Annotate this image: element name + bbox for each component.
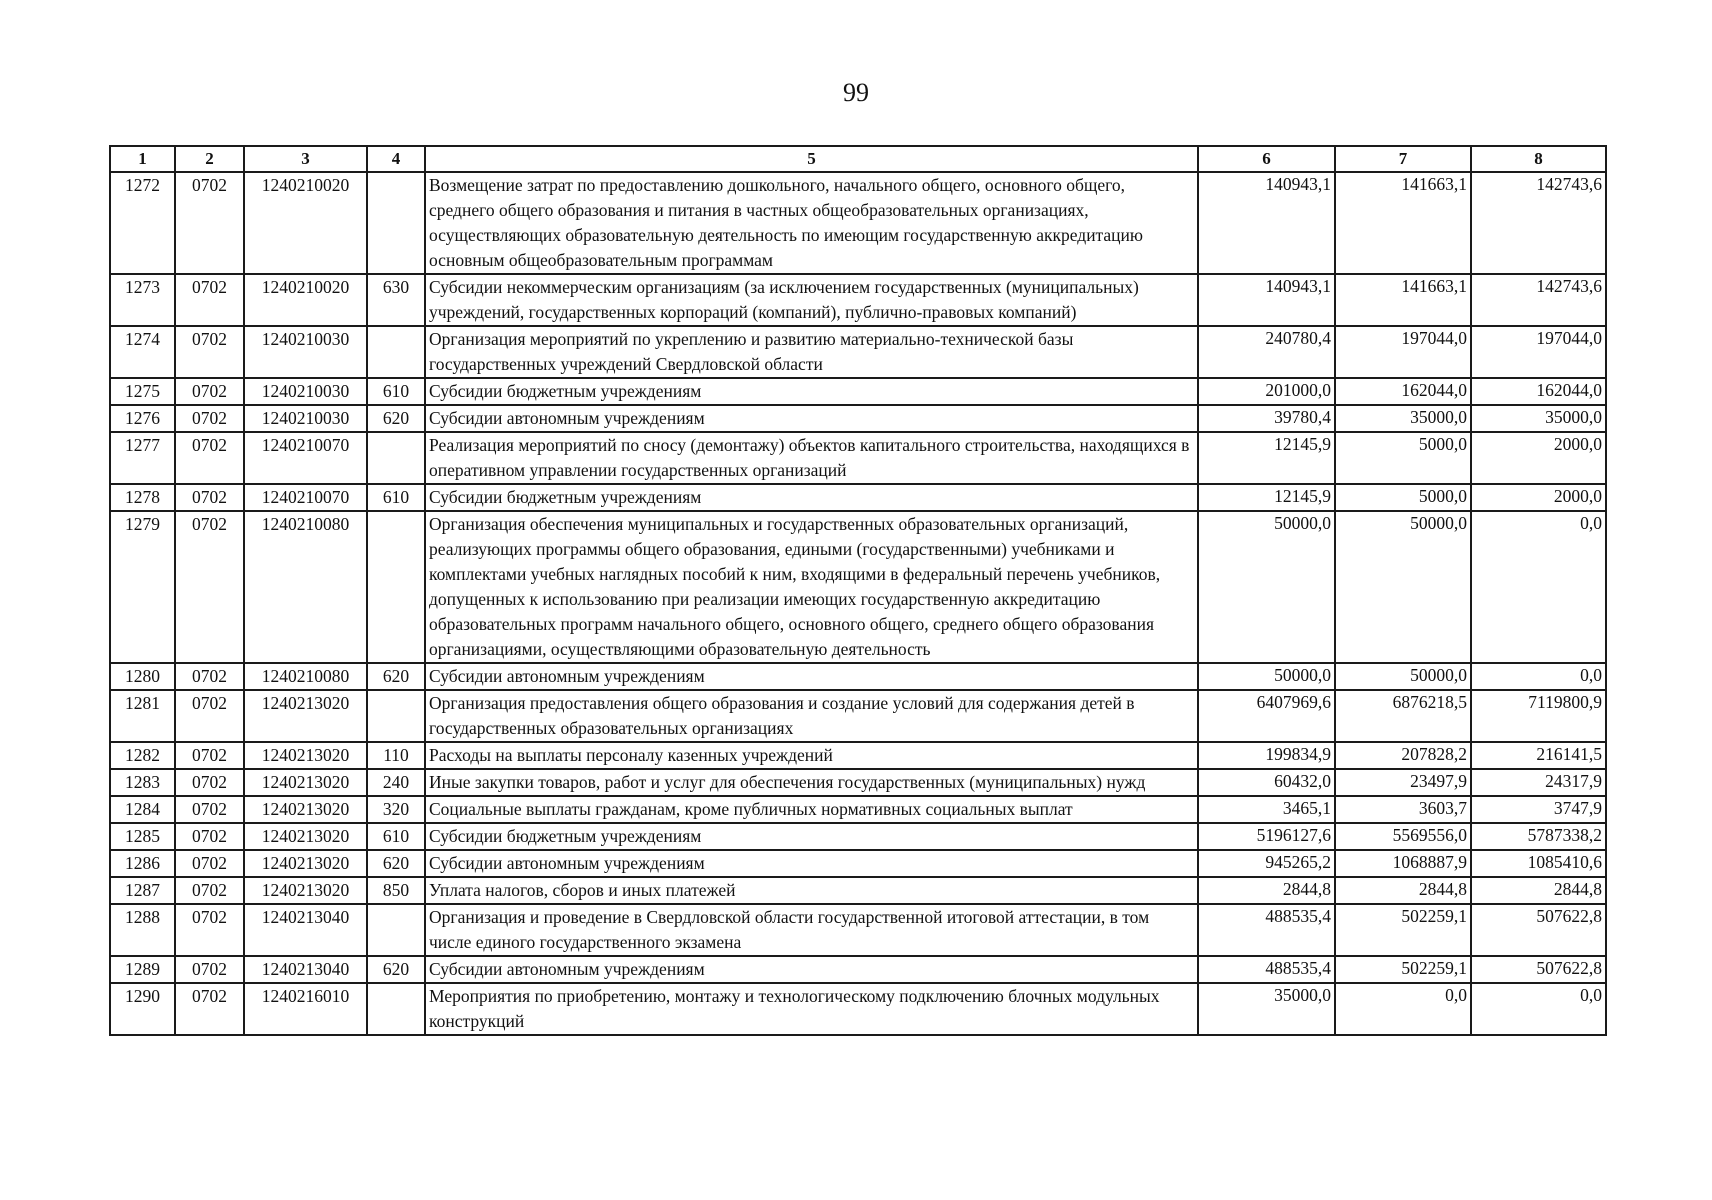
description-cell: Субсидии бюджетным учреждениям (425, 378, 1198, 405)
amount-year-2-cell: 2844,8 (1335, 877, 1471, 904)
expense-type-cell: 240 (367, 769, 425, 796)
target-code-cell: 1240210030 (244, 326, 367, 378)
amount-year-1-cell: 12145,9 (1198, 432, 1335, 484)
expense-type-cell (367, 904, 425, 956)
amount-year-1-cell: 140943,1 (1198, 172, 1335, 274)
expense-type-cell (367, 432, 425, 484)
amount-year-2-cell: 502259,1 (1335, 956, 1471, 983)
description-cell: Организация мероприятий по укреплению и развитию материально-технической базы государственных учреждений Свердловской области (425, 326, 1198, 378)
description-cell: Иные закупки товаров, работ и услуг для обеспечения государственных (муниципальных) нужд (425, 769, 1198, 796)
description-cell: Субсидии автономным учреждениям (425, 850, 1198, 877)
header-col-7: 7 (1335, 146, 1471, 172)
header-col-3: 3 (244, 146, 367, 172)
amount-year-1-cell: 5196127,6 (1198, 823, 1335, 850)
row-number-cell: 1279 (110, 511, 175, 663)
expense-type-cell: 110 (367, 742, 425, 769)
amount-year-1-cell: 3465,1 (1198, 796, 1335, 823)
target-code-cell: 1240210080 (244, 663, 367, 690)
row-number-cell: 1273 (110, 274, 175, 326)
section-code-cell: 0702 (175, 378, 244, 405)
section-code-cell: 0702 (175, 511, 244, 663)
amount-year-2-cell: 3603,7 (1335, 796, 1471, 823)
amount-year-3-cell: 24317,9 (1471, 769, 1606, 796)
section-code-cell: 0702 (175, 432, 244, 484)
expense-type-cell: 630 (367, 274, 425, 326)
amount-year-3-cell: 0,0 (1471, 983, 1606, 1035)
table-row (110, 877, 1606, 904)
target-code-cell: 1240213020 (244, 877, 367, 904)
section-code-cell: 0702 (175, 484, 244, 511)
amount-year-1-cell: 60432,0 (1198, 769, 1335, 796)
target-code-cell: 1240213020 (244, 850, 367, 877)
expense-type-cell: 610 (367, 378, 425, 405)
expense-type-cell: 620 (367, 850, 425, 877)
description-cell: Организация обеспечения муниципальных и государственных образовательных организаций, реализующих программы общего образования, едиными (государственными) учебниками и комплектами учебных наглядных пособий к ним, входящими в федеральный перечень учебников, допущенных к использованию при реализации имеющих государственную аккредитацию образовательных программ начального общего, основного общего, среднего общего образования организациями, осуществляющими образовательную деятельность (425, 511, 1198, 663)
expense-type-cell: 610 (367, 823, 425, 850)
section-code-cell: 0702 (175, 663, 244, 690)
target-code-cell: 1240213040 (244, 904, 367, 956)
amount-year-1-cell: 199834,9 (1198, 742, 1335, 769)
budget-table (109, 145, 1607, 1036)
amount-year-2-cell: 141663,1 (1335, 274, 1471, 326)
amount-year-3-cell: 142743,6 (1471, 172, 1606, 274)
section-code-cell: 0702 (175, 796, 244, 823)
header-col-1: 1 (110, 146, 175, 172)
description-cell: Субсидии бюджетным учреждениям (425, 484, 1198, 511)
row-number-cell: 1278 (110, 484, 175, 511)
description-cell: Мероприятия по приобретению, монтажу и технологическому подключению блочных модульных конструкций (425, 983, 1198, 1035)
target-code-cell: 1240213020 (244, 769, 367, 796)
target-code-cell: 1240216010 (244, 983, 367, 1035)
amount-year-2-cell: 23497,9 (1335, 769, 1471, 796)
amount-year-2-cell: 502259,1 (1335, 904, 1471, 956)
amount-year-1-cell: 2844,8 (1198, 877, 1335, 904)
target-code-cell: 1240210070 (244, 484, 367, 511)
amount-year-1-cell: 50000,0 (1198, 663, 1335, 690)
amount-year-3-cell: 5787338,2 (1471, 823, 1606, 850)
description-cell: Социальные выплаты гражданам, кроме публичных нормативных социальных выплат (425, 796, 1198, 823)
table-row (110, 378, 1606, 405)
description-cell: Субсидии автономным учреждениям (425, 663, 1198, 690)
amount-year-2-cell: 0,0 (1335, 983, 1471, 1035)
amount-year-2-cell: 35000,0 (1335, 405, 1471, 432)
header-col-2: 2 (175, 146, 244, 172)
amount-year-2-cell: 5000,0 (1335, 484, 1471, 511)
expense-type-cell (367, 983, 425, 1035)
amount-year-3-cell: 507622,8 (1471, 904, 1606, 956)
amount-year-3-cell: 7119800,9 (1471, 690, 1606, 742)
row-number-cell: 1274 (110, 326, 175, 378)
row-number-cell: 1286 (110, 850, 175, 877)
row-number-cell: 1281 (110, 690, 175, 742)
amount-year-1-cell: 240780,4 (1198, 326, 1335, 378)
amount-year-1-cell: 50000,0 (1198, 511, 1335, 663)
description-cell: Реализация мероприятий по сносу (демонтажу) объектов капитального строительства, находящихся в оперативном управлении государственных организаций (425, 432, 1198, 484)
table-row (110, 326, 1606, 378)
amount-year-2-cell: 5000,0 (1335, 432, 1471, 484)
table-row (110, 663, 1606, 690)
table-row (110, 983, 1606, 1035)
amount-year-1-cell: 12145,9 (1198, 484, 1335, 511)
description-cell: Субсидии автономным учреждениям (425, 956, 1198, 983)
table-row (110, 850, 1606, 877)
table-row (110, 274, 1606, 326)
amount-year-2-cell: 207828,2 (1335, 742, 1471, 769)
target-code-cell: 1240210080 (244, 511, 367, 663)
amount-year-3-cell: 2000,0 (1471, 432, 1606, 484)
header-col-8: 8 (1471, 146, 1606, 172)
amount-year-3-cell: 507622,8 (1471, 956, 1606, 983)
target-code-cell: 1240213020 (244, 690, 367, 742)
amount-year-3-cell: 216141,5 (1471, 742, 1606, 769)
amount-year-3-cell: 0,0 (1471, 663, 1606, 690)
amount-year-1-cell: 140943,1 (1198, 274, 1335, 326)
table-row (110, 405, 1606, 432)
target-code-cell: 1240213020 (244, 742, 367, 769)
section-code-cell: 0702 (175, 690, 244, 742)
amount-year-1-cell: 201000,0 (1198, 378, 1335, 405)
section-code-cell: 0702 (175, 326, 244, 378)
row-number-cell: 1289 (110, 956, 175, 983)
row-number-cell: 1280 (110, 663, 175, 690)
row-number-cell: 1277 (110, 432, 175, 484)
section-code-cell: 0702 (175, 405, 244, 432)
amount-year-2-cell: 50000,0 (1335, 511, 1471, 663)
table-row (110, 769, 1606, 796)
description-cell: Организация предоставления общего образования и создание условий для содержания детей в государственных образовательных организациях (425, 690, 1198, 742)
description-cell: Возмещение затрат по предоставлению дошкольного, начального общего, основного общего, среднего общего образования и питания в частных общеобразовательных организациях, осуществляющих образовательную деятельность по имеющим государственную аккредитацию основным общеобразовательным программам (425, 172, 1198, 274)
target-code-cell: 1240213040 (244, 956, 367, 983)
amount-year-3-cell: 162044,0 (1471, 378, 1606, 405)
expense-type-cell (367, 690, 425, 742)
amount-year-2-cell: 6876218,5 (1335, 690, 1471, 742)
amount-year-3-cell: 0,0 (1471, 511, 1606, 663)
amount-year-3-cell: 197044,0 (1471, 326, 1606, 378)
amount-year-1-cell: 488535,4 (1198, 904, 1335, 956)
description-cell: Расходы на выплаты персоналу казенных учреждений (425, 742, 1198, 769)
section-code-cell: 0702 (175, 956, 244, 983)
table-row (110, 956, 1606, 983)
expense-type-cell: 850 (367, 877, 425, 904)
description-cell: Субсидии автономным учреждениям (425, 405, 1198, 432)
target-code-cell: 1240210030 (244, 378, 367, 405)
amount-year-1-cell: 6407969,6 (1198, 690, 1335, 742)
description-cell: Организация и проведение в Свердловской области государственной итоговой аттестации, в том числе единого государственного экзамена (425, 904, 1198, 956)
description-cell: Субсидии некоммерческим организациям (за исключением государственных (муниципальных) учреждений, государственных корпораций (компаний), публично-правовых компаний) (425, 274, 1198, 326)
table-row (110, 904, 1606, 956)
row-number-cell: 1275 (110, 378, 175, 405)
table-row (110, 484, 1606, 511)
section-code-cell: 0702 (175, 983, 244, 1035)
row-number-cell: 1272 (110, 172, 175, 274)
description-cell: Уплата налогов, сборов и иных платежей (425, 877, 1198, 904)
page-number: 99 (843, 78, 869, 107)
table-row (110, 742, 1606, 769)
target-code-cell: 1240210020 (244, 172, 367, 274)
expense-type-cell: 620 (367, 405, 425, 432)
table-row (110, 432, 1606, 484)
row-number-cell: 1284 (110, 796, 175, 823)
header-col-4: 4 (367, 146, 425, 172)
table-row (110, 172, 1606, 274)
target-code-cell: 1240210030 (244, 405, 367, 432)
target-code-cell: 1240213020 (244, 823, 367, 850)
header-col-6: 6 (1198, 146, 1335, 172)
amount-year-1-cell: 35000,0 (1198, 983, 1335, 1035)
target-code-cell: 1240213020 (244, 796, 367, 823)
amount-year-1-cell: 488535,4 (1198, 956, 1335, 983)
expense-type-cell: 610 (367, 484, 425, 511)
section-code-cell: 0702 (175, 904, 244, 956)
row-number-cell: 1285 (110, 823, 175, 850)
table-row (110, 690, 1606, 742)
table-row (110, 823, 1606, 850)
amount-year-2-cell: 141663,1 (1335, 172, 1471, 274)
expense-type-cell: 620 (367, 663, 425, 690)
row-number-cell: 1282 (110, 742, 175, 769)
amount-year-1-cell: 39780,4 (1198, 405, 1335, 432)
expense-type-cell: 320 (367, 796, 425, 823)
expense-type-cell (367, 326, 425, 378)
target-code-cell: 1240210070 (244, 432, 367, 484)
expense-type-cell (367, 172, 425, 274)
row-number-cell: 1287 (110, 877, 175, 904)
row-number-cell: 1288 (110, 904, 175, 956)
header-col-5: 5 (425, 146, 1198, 172)
amount-year-2-cell: 5569556,0 (1335, 823, 1471, 850)
amount-year-3-cell: 2000,0 (1471, 484, 1606, 511)
amount-year-2-cell: 50000,0 (1335, 663, 1471, 690)
amount-year-2-cell: 162044,0 (1335, 378, 1471, 405)
description-cell: Субсидии бюджетным учреждениям (425, 823, 1198, 850)
amount-year-3-cell: 1085410,6 (1471, 850, 1606, 877)
expense-type-cell (367, 511, 425, 663)
amount-year-2-cell: 197044,0 (1335, 326, 1471, 378)
target-code-cell: 1240210020 (244, 274, 367, 326)
amount-year-3-cell: 35000,0 (1471, 405, 1606, 432)
section-code-cell: 0702 (175, 850, 244, 877)
row-number-cell: 1290 (110, 983, 175, 1035)
row-number-cell: 1276 (110, 405, 175, 432)
table-row (110, 511, 1606, 663)
section-code-cell: 0702 (175, 823, 244, 850)
table-body (110, 172, 1606, 1035)
section-code-cell: 0702 (175, 274, 244, 326)
section-code-cell: 0702 (175, 877, 244, 904)
amount-year-1-cell: 945265,2 (1198, 850, 1335, 877)
row-number-cell: 1283 (110, 769, 175, 796)
header-row (110, 146, 1606, 172)
amount-year-3-cell: 3747,9 (1471, 796, 1606, 823)
table-row (110, 796, 1606, 823)
section-code-cell: 0702 (175, 742, 244, 769)
amount-year-3-cell: 142743,6 (1471, 274, 1606, 326)
amount-year-3-cell: 2844,8 (1471, 877, 1606, 904)
amount-year-2-cell: 1068887,9 (1335, 850, 1471, 877)
section-code-cell: 0702 (175, 172, 244, 274)
section-code-cell: 0702 (175, 769, 244, 796)
expense-type-cell: 620 (367, 956, 425, 983)
